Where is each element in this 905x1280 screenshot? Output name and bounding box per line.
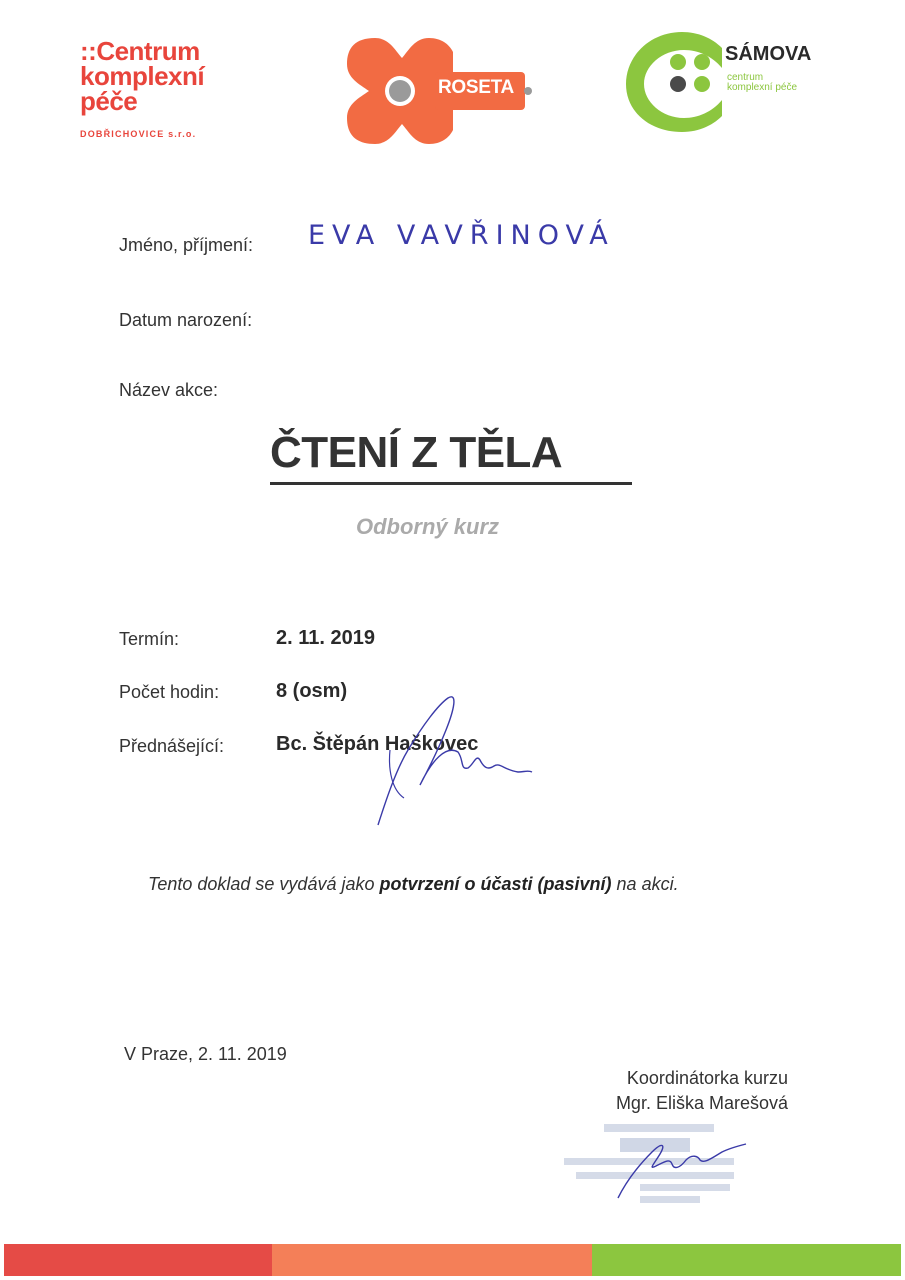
event-title: ČTENÍ Z TĚLA <box>270 428 563 477</box>
name-label: Jméno, příjmení: <box>119 235 254 255</box>
event-subtitle: Odborný kurz <box>356 514 500 539</box>
event-name-label: Název akce: <box>119 380 219 400</box>
confirmation-note <box>148 874 679 895</box>
footer-bar-green <box>592 1244 901 1276</box>
date-label: Termín: <box>119 629 180 649</box>
coordinator-name: Mgr. Eliška Marešová <box>615 1093 788 1113</box>
note-text-pre: Tento doklad se vydává jako <box>148 874 380 894</box>
centrum-logo-line-2: komplexní <box>80 61 205 91</box>
note-text-bold: potvrzení o účasti (pasivní) <box>379 874 612 894</box>
lecturer-value: Bc. Štěpán Haškovec <box>276 733 479 755</box>
hours-label: Počet hodin: <box>119 682 220 702</box>
event-title-underline <box>270 482 632 485</box>
lecturer-signature <box>368 690 538 830</box>
note-text-post: na akci. <box>611 874 679 894</box>
name-handwritten-value: EVA VAVŘINOVÁ <box>308 220 615 251</box>
centrum-logo-line-3: péče <box>80 86 138 116</box>
footer-bar-orange <box>272 1244 592 1276</box>
samova-logo-shape <box>622 28 726 136</box>
footer-bar-red <box>4 1244 272 1276</box>
coordinator-role: Koordinátorka kurzu <box>626 1068 788 1088</box>
coordinator-signature <box>612 1130 752 1200</box>
samova-logo-title: SÁMOVA <box>725 43 812 65</box>
lecturer-label: Přednášející: <box>119 736 225 756</box>
centrum-logo-sub: DOBŘICHOVICE s.r.o. <box>80 129 197 139</box>
date-value: 2. 11. 2019 <box>276 627 375 649</box>
samova-logo-sub-2: komplexní péče <box>727 82 798 93</box>
centrum-logo-line-1: ::Centrum <box>80 36 200 66</box>
hours-value: 8 (osm) <box>276 680 348 702</box>
samova-logo-sub-1: centrum <box>727 72 764 83</box>
roseta-logo-text: ROSETA <box>438 77 514 98</box>
place-and-date: V Praze, 2. 11. 2019 <box>124 1044 287 1064</box>
birth-date-label: Datum narození: <box>119 310 253 330</box>
